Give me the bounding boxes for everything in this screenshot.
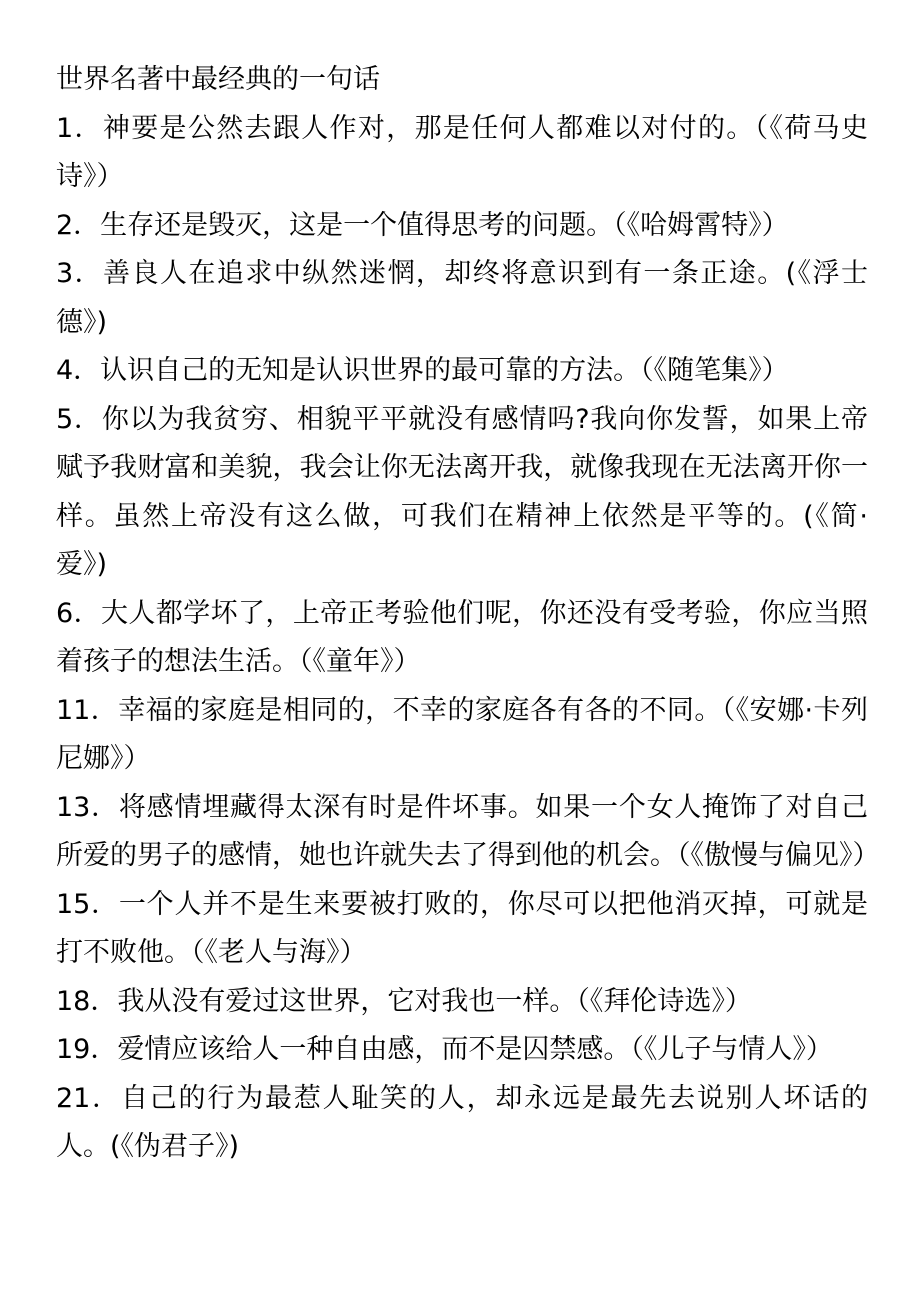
- quote-item-11: 11．幸福的家庭是相同的，不幸的家庭各有各的不同。（《安娜·卡列尼娜》）: [56, 694, 868, 774]
- quote-item-6: 6．大人都学坏了，上帝正考验他们呢，你还没有受考验，你应当照着孩子的想法生活。（《童年》）: [56, 597, 868, 677]
- quote-item-21: 21．自己的行为最惹人耻笑的人，却永远是最先去说别人坏话的人。(《伪君子》): [56, 1082, 868, 1162]
- quote-item-13: 13．将感情埋藏得太深有时是件坏事。如果一个女人掩饰了对自己所爱的男子的感情，她也许就失去了得到他的机会。（《傲慢与偏见》）: [56, 791, 880, 871]
- quote-item-18: 18．我从没有爱过这世界，它对我也一样。（《拜伦诗选》）: [56, 985, 752, 1017]
- quote-item-5: 5．你以为我贫穷、相貌平平就没有感情吗?我向你发誓，如果上帝赋予我财富和美貌，我会让你无法离开我，就像我现在无法离开你一样。虽然上帝没有这么做，可我们在精神上依然是平等的。(《简·爱》): [56, 403, 868, 580]
- quote-item-19: 19．爱情应该给人一种自由感，而不是囚禁感。（《儿子与情人》）: [56, 1034, 833, 1065]
- document-title: 世界名著中最经典的一句话: [56, 64, 380, 95]
- quote-item-1: 1．神要是公然去跟人作对，那是任何人都难以对付的。（《荷马史诗》）: [56, 112, 868, 192]
- quote-item-4: 4．认识自己的无知是认识世界的最可靠的方法。（《随笔集》）: [56, 355, 789, 386]
- quote-item-2: 2．生存还是毁灭，这是一个值得思考的问题。（《哈姆霄特》）: [56, 209, 789, 241]
- quote-item-15: 15．一个人并不是生来要被打败的，你尽可以把他消灭掉，可就是打不败他。（《老人与海》）: [56, 888, 868, 968]
- document-page: [56, 56, 880, 1172]
- quote-item-3: 3．善良人在追求中纵然迷惘，却终将意识到有一条正途。(《浮士德》): [56, 258, 868, 338]
